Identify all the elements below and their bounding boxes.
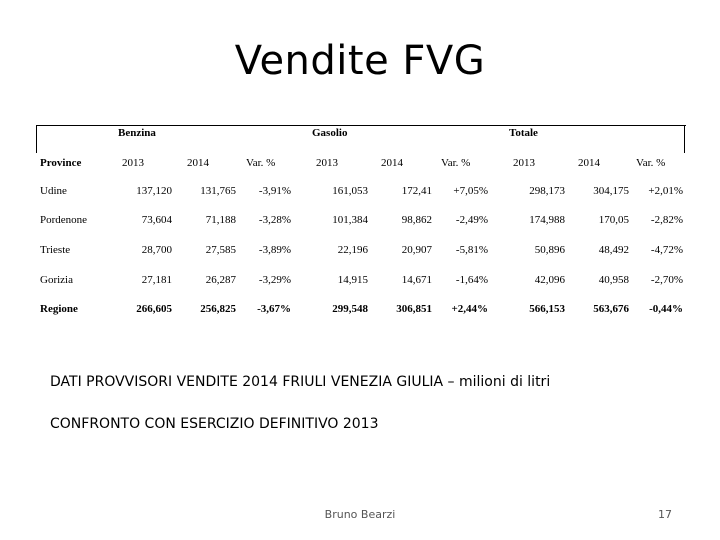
footer-author: Bruno Bearzi: [324, 508, 396, 521]
col-header-totale-2013: 2013: [513, 157, 535, 169]
table-row: [36, 274, 686, 288]
totale-var-value: -2,70%: [650, 274, 683, 286]
gasolio-2014-value: 306,851: [396, 303, 432, 315]
province-name: Udine: [40, 185, 67, 197]
totale-2013-value: 298,173: [529, 185, 565, 197]
gasolio-var-value: +7,05%: [453, 185, 488, 197]
gasolio-var-value: +2,44%: [451, 303, 488, 315]
gasolio-2013-value: 22,196: [337, 244, 368, 256]
table-row: [36, 185, 686, 199]
province-name: Pordenone: [40, 214, 88, 226]
totale-2014-value: 304,175: [593, 185, 629, 197]
gasolio-2014-value: 14,671: [401, 274, 432, 286]
benzina-2013-value: 266,605: [136, 303, 172, 315]
page-number: 17: [658, 508, 672, 521]
benzina-2013-value: 73,604: [141, 214, 172, 226]
gasolio-var-value: -2,49%: [455, 214, 488, 226]
benzina-var-value: -3,89%: [258, 244, 291, 256]
col-header-benzina-2013: 2013: [122, 157, 144, 169]
totale-var-value: -2,82%: [650, 214, 683, 226]
totale-var-value: -0,44%: [649, 303, 683, 315]
totale-var-value: +2,01%: [648, 185, 683, 197]
provisional-data-note: DATI PROVVISORI VENDITE 2014 FRIULI VENEZIA GIULIA – milioni di litri: [50, 374, 551, 390]
table-row-total: [36, 303, 686, 317]
gasolio-2014-value: 98,862: [401, 214, 432, 226]
benzina-2014-value: 27,585: [205, 244, 236, 256]
col-header-totale-2014: 2014: [578, 157, 600, 169]
province-name: Regione: [40, 303, 78, 315]
benzina-2013-value: 27,181: [141, 274, 172, 286]
gasolio-2013-value: 101,384: [332, 214, 368, 226]
col-header-gasolio-2014: 2014: [381, 157, 403, 169]
gasolio-2013-value: 14,915: [337, 274, 368, 286]
totale-2013-value: 174,988: [529, 214, 565, 226]
benzina-2013-value: 28,700: [141, 244, 172, 256]
table-row: [36, 244, 686, 258]
totale-2013-value: 42,096: [534, 274, 565, 286]
totale-2014-value: 563,676: [593, 303, 629, 315]
gasolio-2013-value: 161,053: [332, 185, 368, 197]
gasolio-2014-value: 20,907: [401, 244, 432, 256]
benzina-var-value: -3,91%: [258, 185, 291, 197]
totale-var-value: -4,72%: [650, 244, 683, 256]
slide-title: Vendite FVG: [234, 38, 486, 84]
totale-2014-value: 48,492: [598, 244, 629, 256]
comparison-note: CONFRONTO CON ESERCIZIO DEFINITIVO 2013: [50, 416, 379, 432]
col-header-totale-var: Var. %: [636, 157, 666, 169]
col-header-benzina-var: Var. %: [246, 157, 276, 169]
benzina-2014-value: 26,287: [205, 274, 236, 286]
gasolio-2013-value: 299,548: [332, 303, 368, 315]
benzina-2013-value: 137,120: [136, 185, 172, 197]
province-name: Trieste: [40, 244, 71, 256]
gasolio-2014-value: 172,41: [401, 185, 432, 197]
table-left-border: [36, 125, 37, 153]
col-header-gasolio-var: Var. %: [441, 157, 471, 169]
totale-2013-value: 50,896: [534, 244, 565, 256]
totale-2014-value: 40,958: [598, 274, 629, 286]
benzina-var-value: -3,29%: [258, 274, 291, 286]
totale-2014-value: 170,05: [598, 214, 629, 226]
table-right-border: [684, 125, 685, 153]
gasolio-var-value: -1,64%: [455, 274, 488, 286]
benzina-2014-value: 131,765: [200, 185, 236, 197]
province-header: Province: [40, 157, 82, 169]
table-top-border: [36, 125, 686, 126]
totale-2013-value: 566,153: [529, 303, 565, 315]
col-header-benzina-2014: 2014: [187, 157, 209, 169]
gasolio-var-value: -5,81%: [455, 244, 488, 256]
col-header-gasolio-2013: 2013: [316, 157, 338, 169]
benzina-var-value: -3,67%: [257, 303, 291, 315]
benzina-2014-value: 256,825: [200, 303, 236, 315]
table-row: [36, 214, 686, 228]
province-name: Gorizia: [40, 274, 73, 286]
benzina-var-value: -3,28%: [258, 214, 291, 226]
group-header-benzina: Benzina: [118, 127, 156, 139]
group-header-totale: Totale: [509, 127, 538, 139]
benzina-2014-value: 71,188: [205, 214, 236, 226]
group-header-gasolio: Gasolio: [312, 127, 348, 139]
